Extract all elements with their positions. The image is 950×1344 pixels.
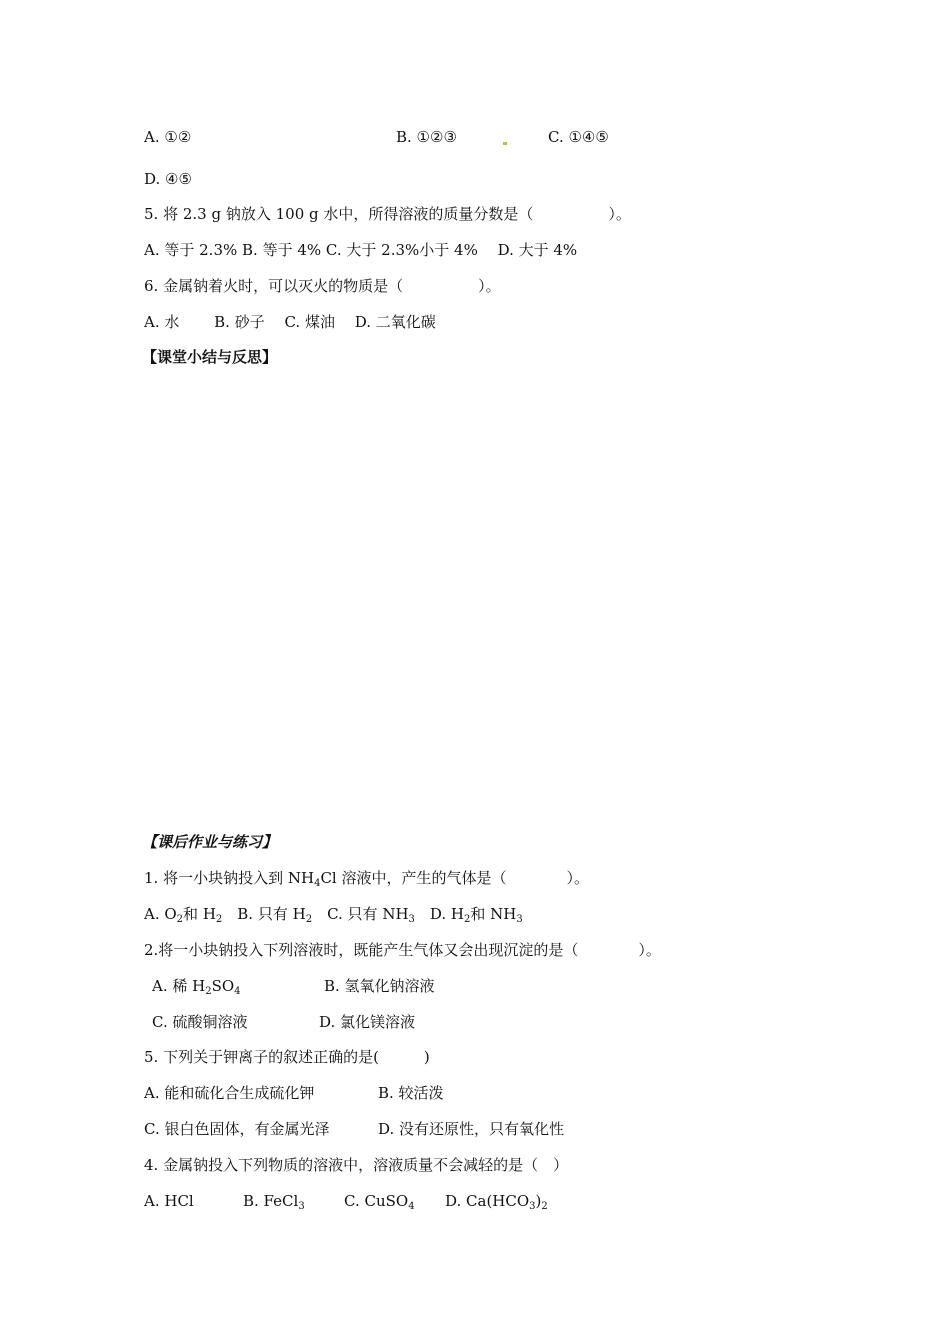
- hw-question-5-option-a: A. 能和硫化合生成硫化钾: [144, 1084, 315, 1102]
- option-b: B. ①②③: [396, 128, 457, 146]
- option-d: D. ④⑤: [144, 170, 192, 188]
- hw-question-4-option-a: A. HCl: [144, 1192, 194, 1210]
- hw-question-5-stem: 5. 下列关于钾离子的叙述正确的是( ): [144, 1048, 430, 1066]
- question-5-options: A. 等于 2.3% B. 等于 4% C. 大于 2.3%小于 4% D. 大于 4%: [144, 241, 578, 259]
- hw-question-2-option-a: A. 稀 $H_2SO_4$: [152, 977, 241, 997]
- question-6-options: A. 水 B. 砂子 C. 煤油 D. 二氧化碳: [144, 313, 436, 331]
- hw-question-4-stem: 4. 金属钠投入下列物质的溶液中，溶液质量不会减轻的是（ ）: [144, 1156, 569, 1174]
- hw-question-4-option-c: C. CuSO$_4$: [344, 1192, 415, 1212]
- hw-question-5-option-b: B. 较活泼: [378, 1084, 444, 1102]
- hw-question-4-option-b: B. FeCl$_3$: [243, 1192, 305, 1212]
- hw-question-4-option-d: D. $Ca(HCO_3)_2$: [445, 1192, 548, 1212]
- hw-question-1-stem: 1. 将一小块钠投入到 $NH_4Cl$ 溶液中，产生的气体是（ ）。: [144, 869, 589, 889]
- option-a: A. ①②: [144, 128, 192, 146]
- hw-question-1-options: A. $O_2$和 $H_2$ B. 只有 $H_2$ C. 只有 $NH_3$ D. $H_2$和 $NH_3$: [144, 905, 523, 925]
- option-c: C. ①④⑤: [548, 128, 609, 146]
- section-summary-heading: 【课堂小结与反思】: [142, 348, 278, 366]
- question-6-stem: 6. 金属钠着火时，可以灭火的物质是（ ）。: [144, 277, 501, 295]
- section-homework-heading: 【课后作业与练习】: [142, 833, 278, 851]
- question-5-stem: 5. 将 2.3 g 钠放入 100 g 水中，所得溶液的质量分数是（ ）。: [144, 205, 631, 223]
- hw-question-5-option-d: D. 没有还原性，只有氧化性: [378, 1120, 565, 1138]
- hw-question-2-option-b: B. 氢氧化钠溶液: [324, 977, 435, 995]
- stray-mark: [503, 142, 507, 145]
- hw-question-2-option-c: C. 硫酸铜溶液: [152, 1013, 248, 1031]
- hw-question-2-option-d: D. 氯化镁溶液: [319, 1013, 416, 1031]
- hw-question-2-stem: 2.将一小块钠投入下列溶液时，既能产生气体又会出现沉淀的是（ ）。: [144, 941, 661, 959]
- hw-question-5-option-c: C. 银白色固体，有金属光泽: [144, 1120, 330, 1138]
